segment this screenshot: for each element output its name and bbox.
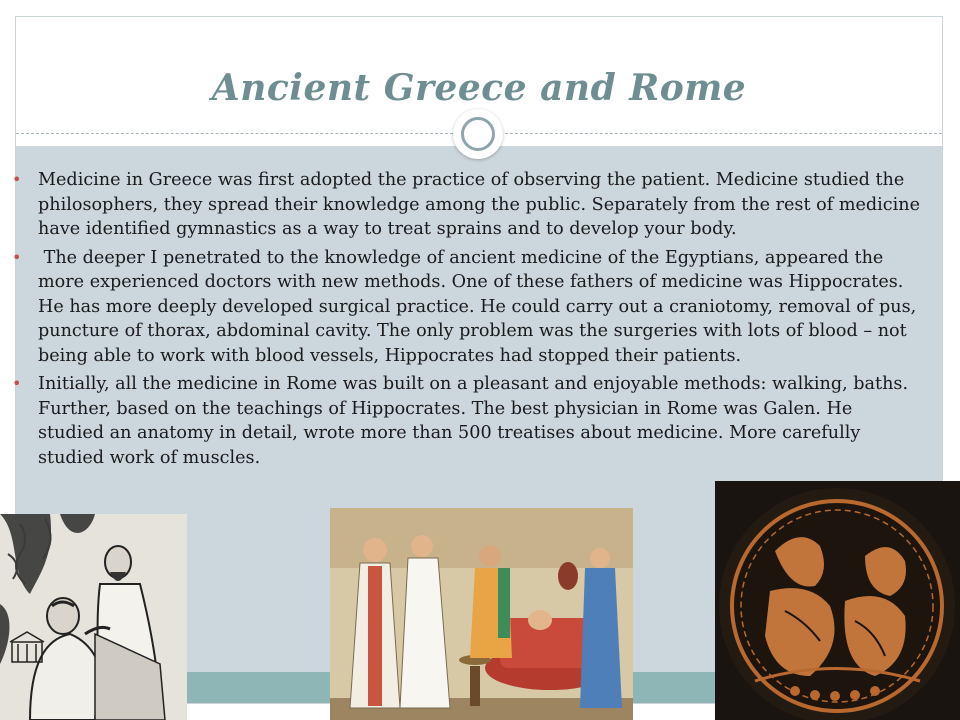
bullet-text: Medicine in Greece was first adopted the practice of observing the patient. Medicine studied the philosophers, they spread their knowledge among the public. Separately from the rest of medicine have identified gymnastics as a way to treat sprains and to develop your body. (38, 170, 921, 239)
bullet-text: Initially, all the medicine in Rome was built on a pleasant and enjoyable methods: walking, baths. Further, based on the teachings of Hippocrates. The best physician in Rome was Galen. He studied an anatomy in detail, wrote more than 500 treatises about medicine. More carefully studied work of muscles. (38, 374, 909, 468)
bullet-icon: • (12, 374, 22, 393)
bullet-item (12, 372, 922, 470)
illustration-physicians-image (330, 508, 633, 720)
red-figure-pottery-image (715, 481, 960, 720)
bullet-list (12, 168, 922, 474)
bullet-icon: • (12, 170, 22, 189)
ring-ornament-icon (453, 109, 503, 159)
bullet-item (12, 246, 922, 369)
bullet-item (12, 168, 922, 242)
engraving-physician-image (0, 514, 187, 720)
slide-title: Ancient Greece and Rome (211, 67, 747, 109)
bullet-icon: • (12, 247, 22, 267)
bullet-text: The deeper I penetrated to the knowledge of ancient medicine of the Egyptians, appeared the more experienced doctors with new methods. One of these fathers of medicine was Hippocrates. He has more deeply developed surgical practice. He could carry out a craniotomy, removal of pus, puncture of thorax, abdominal cavity. The only problem was the surgeries with lots of blood – not being able to work with blood vessels, Hippocrates had stopped their patients. (38, 247, 922, 366)
